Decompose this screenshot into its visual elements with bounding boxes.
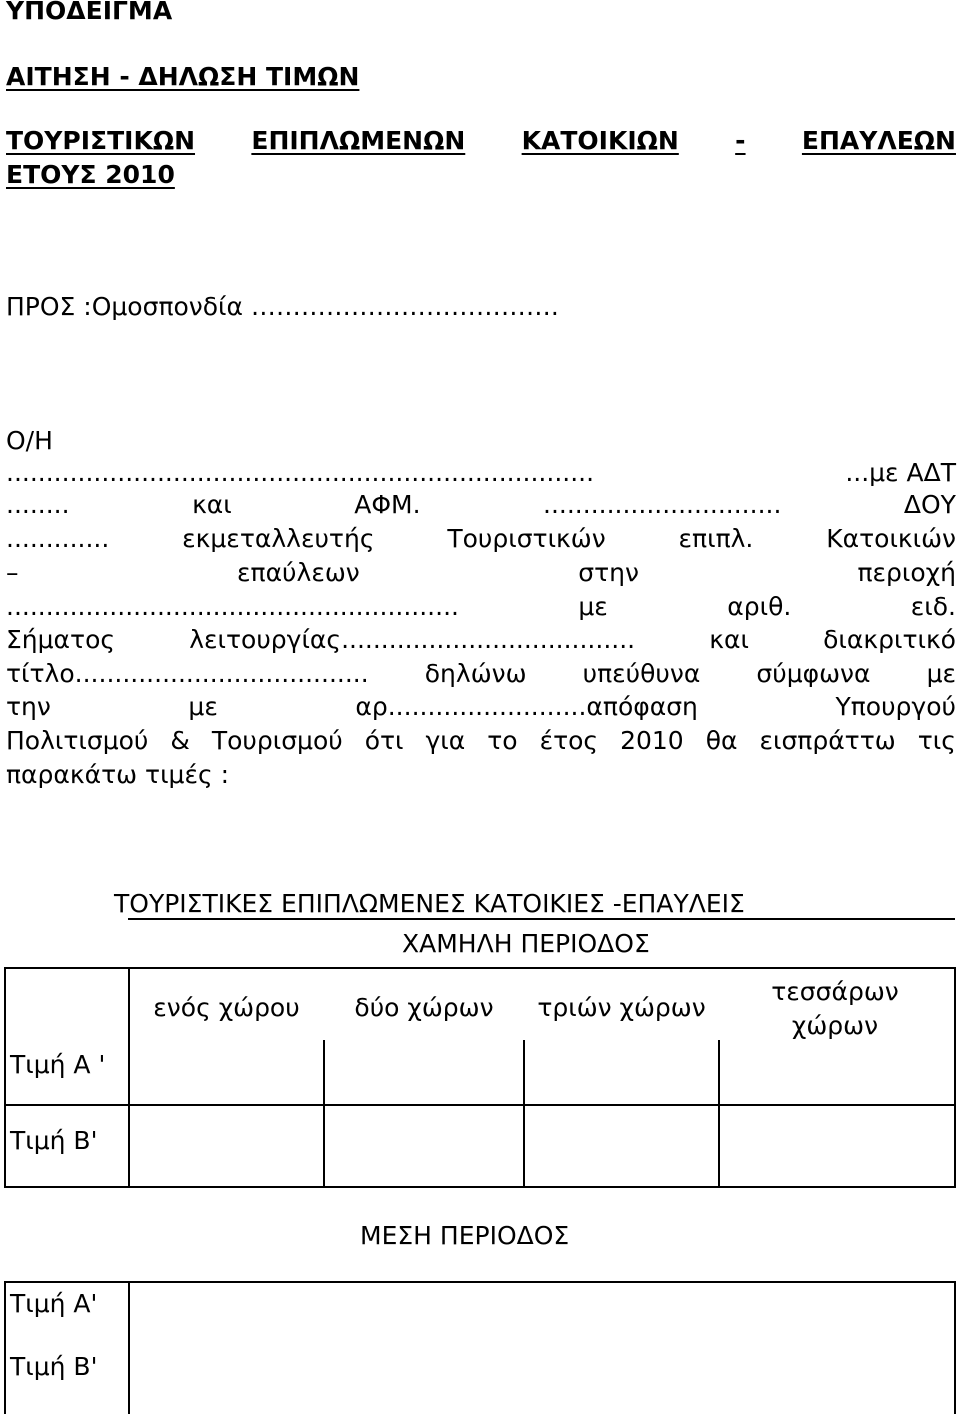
sample-label: ΥΠΟΔΕΙΓΜΑ: [6, 0, 173, 25]
low-season-label: ΧΑΜΗΛΗ ΠΕΡΙΟΔΟΣ: [402, 929, 650, 958]
document-year: ΕΤΟΥΣ 2010: [6, 160, 175, 189]
body-line-5: ......................................................... με αριθ. ειδ.: [6, 592, 956, 621]
column-header-four-rooms: τεσσάρων χώρων: [771, 977, 899, 1040]
body-line-4: – επαύλεων στην περιοχή: [6, 558, 956, 587]
mid-row-label-a: Τιμή Α': [10, 1289, 98, 1318]
body-line-10: παρακάτω τιμές :: [6, 760, 229, 789]
body-line-8: την με αρ.........................απόφαση Υπουργού: [6, 692, 956, 721]
body-line-6: Σήματος λειτουργίας..................................... και διακριτικό: [6, 625, 956, 654]
body-line-2: ........ και ΑΦΜ. .............................. ΔΟΥ: [6, 490, 956, 519]
table-heading: ΤΟΥΡΙΣΤΙΚΕΣ ΕΠΙΠΛΩΜΕΝΕΣ ΚΑΤΟΙΚΙΕΣ -ΕΠΑΥΛΕΙΣ: [114, 889, 745, 918]
salutation: Ο/Η: [6, 426, 53, 455]
column-header-two-rooms: δύο χώρων: [354, 993, 494, 1022]
column-header-one-room: ενός χώρου: [153, 993, 300, 1022]
low-row-label-a: Τιμή Α ': [10, 1050, 106, 1079]
recipient-line: ΠΡΟΣ :Ομοσπονδία ……………………………….: [6, 292, 559, 321]
table-heading-underline: [128, 918, 955, 920]
body-line-1: .......................................................................... ...με ΑΔΤ: [6, 458, 956, 487]
mid-row-label-b: Τιμή Β': [10, 1352, 98, 1381]
document-subtitle: ΤΟΥΡΙΣΤΙΚΩΝ ΕΠΙΠΛΩΜΕΝΩΝ ΚΑΤΟΙΚΙΩΝ - ΕΠΑΥΛΕΩΝ: [6, 126, 956, 155]
body-line-9: Πολιτισμού & Τουρισμού ότι για το έτος 2010 θα εισπράττω τις: [6, 726, 956, 755]
body-line-3: ............. εκμεταλλευτής Τουριστικών επιπλ. Κατοικιών: [6, 524, 956, 553]
mid-season-label: ΜΕΣΗ ΠΕΡΙΟΔΟΣ: [360, 1221, 570, 1250]
column-header-three-rooms: τριών χώρων: [537, 993, 706, 1022]
document-title: ΑΙΤΗΣΗ - ΔΗΛΩΣΗ ΤΙΜΩΝ: [6, 62, 360, 91]
low-row-label-b: Τιμή Β': [10, 1126, 98, 1155]
body-line-7: τίτλο..................................... δηλώνω υπεύθυνα σύμφωνα με: [6, 659, 956, 688]
